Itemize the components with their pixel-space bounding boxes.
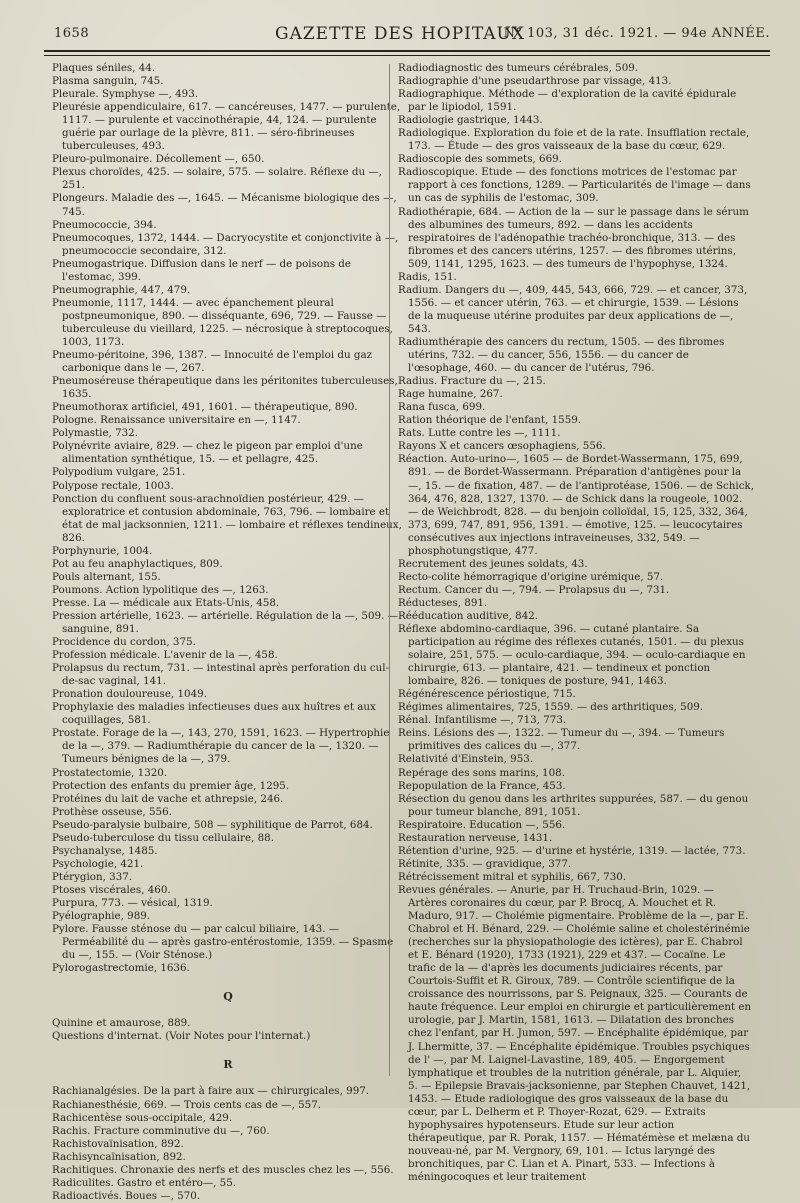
index-entry: Prostatectomie, 1320.	[52, 766, 168, 779]
index-entry: Prophylaxie des maladies infectieuses dues aux huîtres et aux coquillages, 581.	[52, 701, 376, 727]
index-entry: Rachicentèse sous-occipitale, 429.	[52, 1111, 233, 1124]
index-entry: Radioactivés. Boues —, 570.	[52, 1189, 201, 1202]
index-entry: Ration théorique de l'enfant, 1559.	[398, 414, 582, 427]
header-rule-thin	[44, 55, 770, 56]
index-entry: Rénal. Infantilisme —, 713, 773.	[398, 714, 567, 727]
index-entry: Pylore. Fausse sténose du — par calcul biliaire, 143. — Perméabilité du — après gastro-entérostomie, 1359. — Spasme du —, 155. — (Voir Sténose.)	[52, 923, 394, 962]
index-entry: Rétrécissement mitral et syphilis, 667, 730.	[398, 870, 627, 883]
index-entry: Rayons X et cancers œsophagiens, 556.	[398, 440, 606, 453]
index-entry: Psychanalyse, 1485.	[52, 844, 158, 857]
index-entry: Pneumocoques, 1372, 1444. — Dacryocystite et conjonctivite à —, pneumococcie secondaire, 312.	[52, 231, 399, 257]
index-entry: Repopulation de la France, 453.	[398, 779, 566, 792]
index-entry: Poumons. Action lypolitique des —, 1263.	[52, 583, 269, 596]
index-entry: Pronation douloureuse, 1049.	[52, 688, 207, 701]
index-entry: Radiographique. Méthode — d'exploration de la cavité épidurale par le lipiodol, 1591.	[398, 88, 737, 114]
index-entry: Rééducation auditive, 842.	[398, 609, 539, 622]
index-entry: Plongeurs. Maladie des —, 1645. — Mécanisme biologique des —, 745.	[52, 192, 397, 218]
index-entry: Pleurale. Symphyse —, 493.	[52, 88, 199, 101]
index-entry: Rachianesthésie, 669. — Trois cents cas de —, 557.	[52, 1098, 322, 1111]
index-entry: Pneumo-péritoine, 396, 1387. — Innocuité de l'emploi du gaz carbonique dans le —, 267.	[52, 349, 373, 375]
index-entry: Rachitiques. Chronaxie des nerfs et des muscles chez les —, 556.	[52, 1163, 394, 1176]
index-entry: Pyélographie, 989.	[52, 910, 151, 923]
index-entry: Protéines du lait de vache et athrepsie, 246.	[52, 792, 284, 805]
index-entry: Pylorogastrectomie, 1636.	[52, 962, 190, 975]
index-entry: Polynévrite aviaire, 829. — chez le pigeon par emploi d'une alimentation synthétique, 15. — et pellagre, 425.	[52, 440, 363, 466]
index-entry: Polypose rectale, 1003.	[52, 479, 174, 492]
index-entry: Procidence du cordon, 375.	[52, 636, 196, 649]
index-entry: Questions d'internat. (Voir Notes pour l'internat.)	[52, 1030, 311, 1043]
index-entry: Radiothérapie, 684. — Action de la — sur le passage dans le sérum des albumines des tumeurs, 892. — dans les accidents respiratoires de l'adénopathie trachéo-bronchique, 313. — des fibromes et des cancers utérins, 1257. — des fibromes utérins, 509, 1141, 1295, 1623. — des tumeurs de l'hypophyse, 1324.	[398, 205, 749, 270]
index-entry: Psychologie, 421.	[52, 857, 144, 870]
index-entry: Pseudo-paralysie bulbaire, 508 — syphilitique de Parrot, 684.	[52, 818, 373, 831]
index-entry: Prostate. Forage de la —, 143, 270, 1591, 1623. — Hypertrophie de la —, 379. — Radiumthérapie du cancer de la —, 1320. — Tumeurs bénignes de la —, 379.	[52, 727, 390, 766]
index-entry: Relativité d'Einstein, 953.	[398, 753, 534, 766]
section-letter-heading: R	[223, 1058, 233, 1072]
index-entry: Ponction du confluent sous-arachnoïdien postérieur, 429. — exploratrice et contusion abdominale, 763, 796. — lombaire et état de mal jacksonnien, 1211. — lombaire et réflexes tendineux, 826.	[52, 492, 402, 544]
index-entry: Pologne. Renaissance universitaire en —, 1147.	[52, 414, 301, 427]
index-entry: Presse. La — médicale aux Etats-Unis, 458.	[52, 596, 280, 609]
index-entry: Pneumococcie, 394.	[52, 218, 157, 231]
index-entry: Revues générales. — Anurie, par H. Truchaud-Brin, 1029. — Artères coronaires du cœur, par P. Brocq, A. Mouchet et R. Maduro, 917. — Cholémie pigmentaire. Problème de la —, par E. Chabrol et H. Bénard, 229. — Cholémie saline et cholestérinémie (recherches sur la physiopathologie des ictères), par E. Chabrol et E. Bénard (1920), 1733 (1921), 229 et 437. — Cocaïne. Le trafic de la — d'après les documents judiciaires récents, par Courtois-Suffit et R. Giroux, 789. — Contrôle scientifique de la croissance des nourrissons, par S. Peignaux, 325. — Courants de haute fréquence. Leur emploi en chirurgie et particulièrement en urologie, par J. Martin, 1581, 1613. — Dilatation des bronches chez l'enfant, par H. Jumon, 597. — Encéphalite épidémique, par J. Lhermitte, 37. — Encéphalite épidémique. Troubles psychiques de l' —, par M. Laignel-Lavastine, 189, 405. — Engorgement lymphatique et troubles de la nutrition générale, par L. Alquier, 5. — Epilepsie Bravais-jacksonienne, par Stephen Chauvet, 1421, 1453. — Etude radiologique des gros vaisseaux de la base du cœur, par L. Delherm et P. Thoyer-Rozat, 629. — Extraits hypophysaires hypotenseurs. Etude sur leur action thérapeutique, par R. Porak, 1157. — Hématémèse et melæna du nouveau-né, par M. Vergnory, 69, 101. — Ictus laryngé des bronchitiques, par C. Lian et A. Pinart, 533. — Infections à méningocoques et leur traitement	[398, 883, 752, 1183]
index-entry: Radis, 151.	[398, 270, 457, 283]
index-entry: Radius. Fracture du —, 215.	[398, 375, 546, 388]
index-entry: Rectum. Cancer du —, 794. — Prolapsus du —, 731.	[398, 583, 670, 596]
index-entry: Ptérygion, 337.	[52, 870, 133, 883]
index-entry: Quinine et amaurose, 889.	[52, 1017, 191, 1030]
index-entry: Rétinite, 335. — gravidique, 377.	[398, 857, 572, 870]
index-entry: Pseudo-tuberculose du tissu cellulaire, 88.	[52, 831, 274, 844]
index-entry: Pression artérielle, 1623. — artérielle. Régulation de la —, 509. — sanguine, 891.	[52, 609, 398, 636]
page-header	[18, 18, 782, 48]
index-entry: Radiographie d'une pseudarthrose par vissage, 413.	[398, 75, 672, 88]
index-entry: Pneumonie, 1117, 1444. — avec épanchement pleural postpneumonique, 890. — disséquante, 696, 729. — Fausse — tuberculeuse du vieillard, 1225. — nécrosique à streptocoques, 1003, 1173.	[52, 296, 393, 348]
index-entry: Prolapsus du rectum, 731. — intestinal après perforation du cul-de-sac vaginal, 141.	[52, 662, 390, 688]
index-entry: Radioscopique. Etude — des fonctions motrices de l'estomac par rapport à ces fonctions, 1289. — Particularités de l'image — dans un cas de syphilis de l'estomac, 309.	[398, 166, 751, 205]
index-entry: Recto-colite hémorragique d'origine urémique, 57.	[398, 570, 664, 583]
index-entry: Ptoses viscérales, 460.	[52, 883, 171, 896]
index-entry: Porphynurie, 1004.	[52, 544, 153, 557]
index-entry: Pneumoséreuse thérapeutique dans les péritonites tuberculeuses, 1635.	[52, 375, 398, 401]
index-entry: Radiologie gastrique, 1443.	[398, 114, 543, 127]
index-entry: Plexus choroïdes, 425. — solaire, 575. — solaire. Réflexe du —, 251.	[52, 166, 382, 192]
index-entry: Rachistovaïnisation, 892.	[52, 1137, 184, 1150]
index-entry: Régimes alimentaires, 725, 1559. — des arthritiques, 509.	[398, 701, 704, 714]
index-entry: Régénérescence périostique, 715.	[398, 688, 576, 701]
index-entry: Pleuro-pulmonaire. Décollement —, 650.	[52, 153, 265, 166]
index-entry: Pneumothorax artificiel, 491, 1601. — thérapeutique, 890.	[52, 401, 358, 414]
left-column	[52, 62, 404, 1203]
index-entry: Purpura, 773. — vésical, 1319.	[52, 897, 213, 909]
journal-title: GAZETTE DES HOPITAUX	[274, 24, 525, 44]
index-entry: Rachisyncaïnisation, 892.	[52, 1150, 186, 1163]
index-entry: Recrutement des jeunes soldats, 43.	[398, 557, 588, 570]
issue-info: N° 103, 31 déc. 1921. — 94e ANNÉE.	[503, 26, 770, 41]
index-entry: Réaction. Auto-urino—, 1605 — de Bordet-Wassermann, 175, 699, 891. — de Bordet-Wassermann. Préparation d'antigènes pour la —, 15. — de fixation, 487. — de l'antiprotéase, 1506. — de Schick, 364, 476, 828, 1327, 1370. — de Schick dans la rougeole, 1002. — de Weichbrodt, 828. — du benjoin colloïdal, 15, 125, 332, 364, 373, 699, 747, 891, 956, 1391. — émotive, 125. — leucocytaires consécutives aux injections intraveineuses, 332, 549. — phosphotungstique, 477.	[398, 453, 755, 557]
section-letter-heading: Q	[223, 990, 233, 1004]
index-entry: Radiculites. Gastro et entéro—, 55.	[52, 1176, 237, 1189]
index-entry: Radium. Dangers du —, 409, 445, 543, 666, 729. — et cancer, 373, 1556. — et cancer utérin, 763. — et chirurgie, 1539. — Lésions de la muqueuse utérine produites par deux applications de —, 543.	[398, 283, 748, 335]
index-entry: Pleurésie appendiculaire, 617. — cancéreuses, 1477. — purulente, 1117. — purulente et vaccinothérapie, 44, 124. — purulente guérie par ourlage de la plèvre, 811. — séro-fibrineuses tuberculeuses, 493.	[52, 101, 401, 153]
index-entry: Restauration nerveuse, 1431.	[398, 831, 553, 844]
index-entry: Radioscopie des sommets, 669.	[398, 153, 562, 166]
index-entry: Prothèse osseuse, 556.	[52, 805, 172, 818]
index-entry: Polypodium vulgare, 251.	[52, 466, 186, 479]
index-entry: Réducteses, 891.	[398, 596, 488, 609]
index-entry: Reins. Lésions des —, 1322. — Tumeur du —, 394. — Tumeurs primitives des calices du —, 377.	[398, 727, 725, 753]
column-divider	[389, 64, 390, 1076]
page-number: 1658	[54, 26, 90, 41]
index-entry: Radiologique. Exploration du foie et de la rate. Insufflation rectale, 173. — Étude — des gros vaisseaux de la base du cœur, 629.	[398, 127, 750, 153]
index-entry: Rachianalgésies. De la part à faire aux — chirurgicales, 997.	[52, 1085, 370, 1098]
index-entry: Pneumographie, 447, 479.	[52, 283, 191, 296]
index-entry: Pneumogastrique. Diffusion dans le nerf — de poisons de l'estomac, 399.	[52, 257, 351, 283]
index-entry: Pouls alternant, 155.	[52, 570, 161, 583]
index-entry: Résection du genou dans les arthrites suppurées, 587. — du genou pour tumeur blanche, 891, 1051.	[398, 792, 749, 818]
index-entry: Plaques séniles, 44.	[52, 62, 156, 74]
index-entry: Plasma sanguin, 745.	[52, 75, 164, 88]
index-entry: Pot au feu anaphylactiques, 809.	[52, 557, 223, 570]
index-entry: Réflexe abdomino-cardiaque, 396. — cutané plantaire. Sa participation au régime des réflexes cutanés, 1501. — du plexus solaire, 251, 575. — oculo-cardiaque, 394. — oculo-cardiaque en chirurgie, 613. — plantaire, 421. — tendineux et ponction lombaire, 826. — toniques de posture, 941, 1463.	[398, 623, 746, 688]
index-entry: Rage humaine, 267.	[398, 388, 503, 401]
index-entry: Radiumthérapie des cancers du rectum, 1505. — des fibromes utérins, 732. — du cancer, 556, 1556. — du cancer de l'œsophage, 460. — du cancer de l'utérus, 796.	[398, 335, 725, 375]
index-entry: Repérage des sons marins, 108.	[398, 766, 565, 779]
index-entry: Polymastie, 732.	[52, 427, 139, 440]
header-rule	[44, 50, 770, 52]
index-entry: Protection des enfants du premier âge, 1295.	[52, 779, 290, 792]
index-entry: Radiodiagnostic des tumeurs cérébrales, 509.	[398, 62, 639, 74]
index-entry: Respiratoire. Education —, 556.	[398, 818, 566, 831]
index-entry: Rétention d'urine, 925. — d'urine et hystérie, 1319. — lactée, 773.	[398, 844, 746, 857]
index-entry: Rats. Lutte contre les —, 1111.	[398, 427, 561, 440]
index-entry: Profession médicale. L'avenir de la —, 458.	[52, 649, 278, 662]
index-entry: Rachis. Fracture comminutive du —, 760.	[52, 1124, 270, 1137]
right-column	[398, 62, 754, 1184]
index-entry: Rana fusca, 699.	[398, 401, 486, 414]
